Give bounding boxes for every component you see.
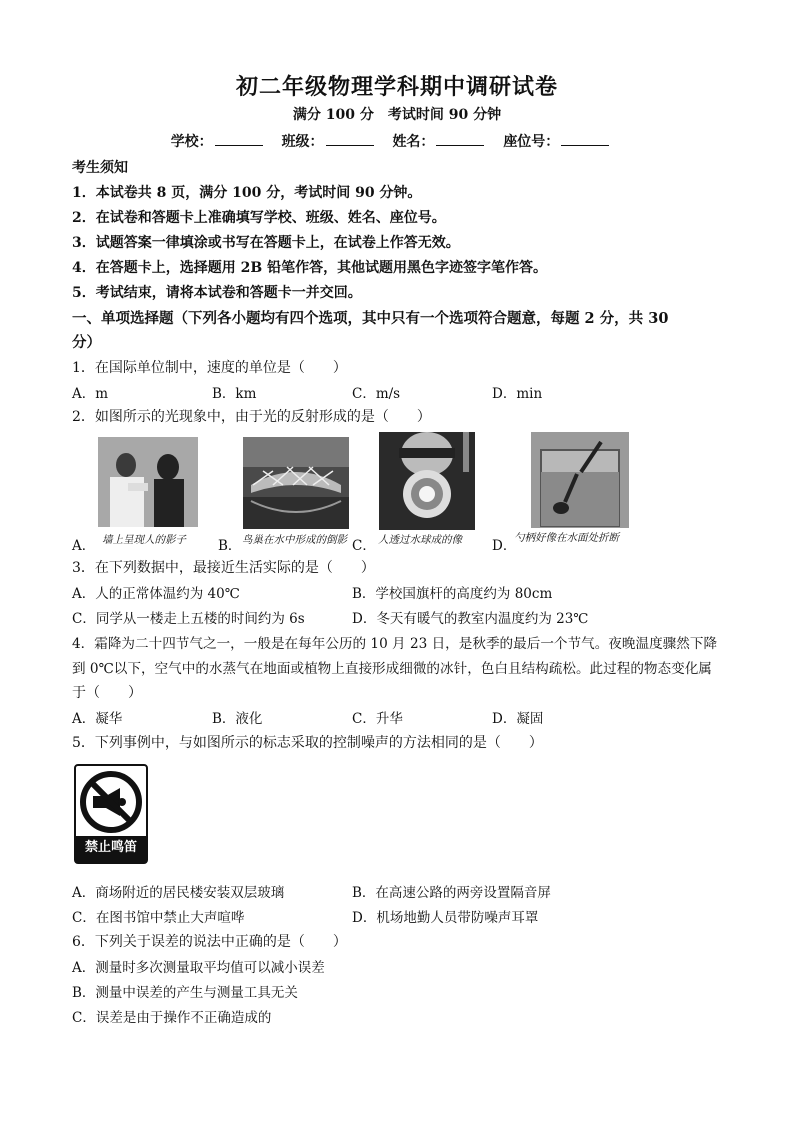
- q2-caption-d: 勺柄好像在水面处折断: [514, 532, 619, 544]
- q2-option-b[interactable]: B．: [218, 538, 242, 554]
- notice-item: 5．考试结束，请将本试卷和答题卡一并交回。: [72, 285, 362, 301]
- q5-option-a[interactable]: A．商场附近的居民楼安装双层玻璃: [72, 885, 285, 901]
- notice-heading: 考生须知: [72, 160, 128, 176]
- notice-item: 4．在答题卡上，选择题用 2B 铅笔作答，其他试题用黑色字迹签字笔作答。: [72, 260, 548, 276]
- notice-item: 3．试题答案一律填涂或书写在答题卡上，在试卷上作答无效。: [72, 235, 460, 251]
- q5-option-d[interactable]: D．机场地勤人员带防噪声耳罩: [352, 910, 539, 926]
- q4-stem-line2: 到 0℃以下，空气中的水蒸气在地面或植物上直接形成细微的冰针，色白且结构疏松。此过程的物态变化属: [72, 661, 712, 677]
- q2-photo-c: [379, 432, 475, 530]
- q2-option-d[interactable]: D．: [492, 538, 517, 554]
- q2-option-a[interactable]: A．: [72, 538, 96, 554]
- section-heading: 一、单项选择题（下列各小题均有四个选项，其中只有一个选项符合题意，每题 2 分，共 30: [72, 310, 669, 327]
- no-honking-sign: [74, 764, 148, 864]
- no-horn-icon: [76, 766, 146, 836]
- spoon-in-water-photo-icon: [531, 432, 629, 528]
- q4-option-c[interactable]: C．升华: [352, 711, 403, 727]
- seat-label: 座位号：: [503, 134, 560, 150]
- q4-stem-line1: 4．霜降为二十四节气之一，一般是在每年公历的 10 月 23 日，是秋季的最后一个节气。夜晚温度骤然下降: [72, 636, 718, 652]
- q3-option-c[interactable]: C．同学从一楼走上五楼的时间约为 6s: [72, 611, 305, 627]
- birds-nest-photo-icon: [243, 437, 349, 529]
- name-blank[interactable]: [436, 133, 484, 146]
- q2-caption-b: 鸟巢在水中形成的倒影: [242, 534, 347, 546]
- notice-item: 1．本试卷共 8 页，满分 100 分，考试时间 90 分钟。: [72, 185, 422, 201]
- student-info-row: [0, 131, 794, 151]
- q2-photo-d: [531, 432, 629, 528]
- notice-item: 2．在试卷和答题卡上准确填写学校、班级、姓名、座位号。: [72, 210, 446, 226]
- exam-subtitle: 满分 100 分 考试时间 90 分钟: [292, 107, 502, 123]
- q2-stem: 2．如图所示的光现象中，由于光的反射形成的是（ ）: [72, 409, 431, 425]
- name-label: 姓名：: [392, 134, 435, 150]
- q2-photo-b: [243, 437, 349, 529]
- q2-caption-c: 人透过水球成的像: [378, 534, 462, 546]
- seat-blank[interactable]: [561, 133, 609, 146]
- water-ball-photo-icon: [379, 432, 475, 530]
- q1-option-d[interactable]: D．min: [492, 386, 543, 402]
- q4-stem-line3: 于（ ）: [72, 685, 142, 701]
- school-label: 学校：: [170, 134, 213, 150]
- q6-option-c[interactable]: C．误差是由于操作不正确造成的: [72, 1010, 272, 1026]
- q2-option-c[interactable]: C．: [352, 538, 376, 554]
- class-label: 班级：: [281, 134, 324, 150]
- school-blank[interactable]: [215, 133, 263, 146]
- q1-stem: 1．在国际单位制中，速度的单位是（ ）: [72, 360, 347, 376]
- q4-option-a[interactable]: A．凝华: [72, 711, 123, 727]
- q3-option-a[interactable]: A．人的正常体温约为 40℃: [72, 586, 240, 602]
- sign-label: 禁止鸣笛: [76, 836, 146, 862]
- q3-option-b[interactable]: B．学校国旗杆的高度约为 80cm: [352, 586, 553, 602]
- q4-option-d[interactable]: D．凝固: [492, 711, 544, 727]
- class-blank[interactable]: [326, 133, 374, 146]
- q6-stem: 6．下列关于误差的说法中正确的是（ ）: [72, 934, 347, 950]
- q5-stem: 5．下列事例中，与如图所示的标志采取的控制噪声的方法相同的是（ ）: [72, 735, 543, 751]
- q1-option-b[interactable]: B．km: [212, 386, 257, 402]
- q3-stem: 3．在下列数据中，最接近生活实际的是（ ）: [72, 560, 375, 576]
- q2-photo-a: [98, 437, 198, 527]
- q5-option-b[interactable]: B．在高速公路的两旁设置隔音屏: [352, 885, 551, 901]
- exam-title: 初二年级物理学科期中调研试卷: [235, 74, 558, 100]
- q1-option-c[interactable]: C．m/s: [352, 386, 401, 402]
- q6-option-a[interactable]: A．测量时多次测量取平均值可以减小误差: [72, 960, 325, 976]
- section-heading-cont: 分）: [72, 334, 101, 351]
- q6-option-b[interactable]: B．测量中误差的产生与测量工具无关: [72, 985, 298, 1001]
- shadow-photo-icon: [98, 437, 198, 527]
- q1-option-a[interactable]: A．m: [72, 386, 109, 402]
- q2-caption-a: 墙上呈现人的影子: [102, 534, 186, 546]
- q4-option-b[interactable]: B．液化: [212, 711, 263, 727]
- q5-option-c[interactable]: C．在图书馆中禁止大声喧哗: [72, 910, 245, 926]
- q3-option-d[interactable]: D．冬天有暖气的教室内温度约为 23℃: [352, 611, 589, 627]
